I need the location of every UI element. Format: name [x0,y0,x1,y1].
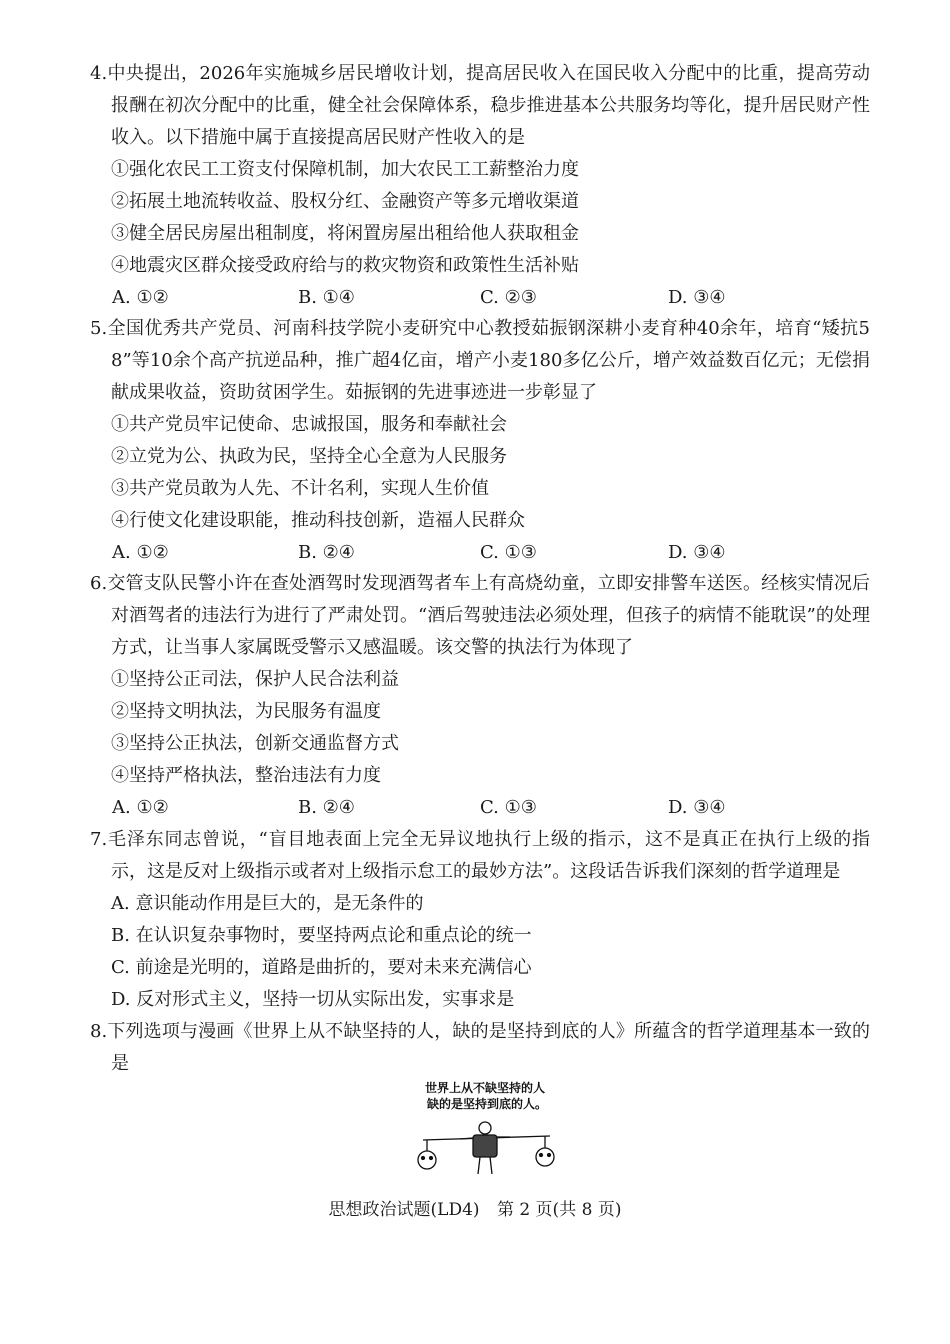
choice-d: D. ③④ [668,797,726,818]
statement-option: ①强化农民工工资支付保障机制，加大农民工工薪整治力度 [111,159,579,180]
question-stem: 7.毛泽东同志曾说，“盲目地表面上完全无异议地执行上级的指示，这不是真正在执行上级的指示，这是反对上级指示或者对上级指示怠工的最妙方法”。这段话告诉我们深刻的哲学道理是 [90,829,870,882]
choice-b: B. ②④ [298,542,355,563]
choice-d: D. ③④ [668,287,726,308]
question-stem: 4.中央提出，2026年实施城乡居民增收计划，提高居民收入在国民收入分配中的比重，提高劳动报酬在初次分配中的比重，健全社会保障体系，稳步推进基本公共服务均等化，提升居民财产性收入。以下措施中属于直接提高居民财产性收入的是 [90,63,870,148]
statement-option: ④行使文化建设职能，推动科技创新，造福人民群众 [111,510,525,531]
statement-option: ①共产党员牢记使命、忠诚报国，服务和奉献社会 [111,414,507,435]
statement-option: ③坚持公正执法，创新交通监督方式 [111,733,399,754]
question-5 [90,313,870,569]
statement-option: ④地震灾区群众接受政府给与的救灾物资和政策性生活补贴 [111,255,579,276]
page-number: 第 2 页(共 8 页) [496,1200,622,1220]
statement-option: ④坚持严格执法，整治违法有力度 [111,765,381,786]
statement-option: ③共产党员敢为人先、不计名利，实现人生价值 [111,478,489,499]
question-7 [90,824,870,1016]
statement-option: ①坚持公正司法，保护人民合法利益 [111,669,399,690]
statement-option: ②坚持文明执法，为民服务有温度 [111,701,381,722]
choice-c: C. ①③ [480,797,537,818]
choice-a: A. ①② [112,542,169,563]
answer-choices [90,282,870,314]
choice-d: D. ③④ [668,542,726,563]
person-figure [418,1122,554,1174]
cartoon-illustration [405,1078,565,1178]
statement-option: ②立党为公、执政为民，坚持全心全意为人民服务 [111,446,507,467]
choice-c: C. ①③ [480,542,537,563]
statement-option: ③健全居民房屋出租制度，将闲置房屋出租给他人获取租金 [111,223,579,244]
page-footer [0,1198,950,1222]
answer-choices [90,792,870,824]
choice-b: B. 在认识复杂事物时，要坚持两点论和重点论的统一 [111,925,532,946]
choice-a: A. ①② [112,797,169,818]
answer-choices [90,537,870,569]
question-stem: 5.全国优秀共产党员、河南科技学院小麦研究中心教授茹振钢深耕小麦育种40余年，培育“矮抗58”等10余个高产抗逆品种，推广超4亿亩，增产小麦180多亿公斤，增产效益数百亿元；无偿捐献成果收益，资助贫困学生。茹振钢的先进事迹进一步彰显了 [90,318,870,403]
choice-c: C. 前途是光明的，道路是曲折的，要对未来充满信心 [111,957,532,978]
question-6 [90,568,870,824]
choice-b: B. ②④ [298,797,355,818]
choice-a: A. ①② [112,287,169,308]
choice-b: B. ①④ [298,287,355,308]
question-stem: 8.下列选项与漫画《世界上从不缺坚持的人，缺的是坚持到底的人》所蕴含的哲学道理基本一致的是 [90,1021,870,1074]
choice-a: A. 意识能动作用是巨大的，是无条件的 [111,893,424,914]
choice-c: C. ②③ [480,287,537,308]
choice-d: D. 反对形式主义，坚持一切从实际出发，实事求是 [111,989,515,1010]
statement-option: ②拓展土地流转收益、股权分红、金融资产等多元增收渠道 [111,191,579,212]
cartoon-caption-line1: 世界上从不缺坚持的人 [424,1081,546,1095]
question-4 [90,58,870,314]
exam-title: 思想政治试题(LD4) [328,1200,480,1220]
question-8 [90,1016,870,1080]
question-stem: 6.交管支队民警小许在查处酒驾时发现酒驾者车上有高烧幼童，立即安排警车送医。经核实情况后对酒驾者的违法行为进行了严肃处罚。“酒后驾驶违法必须处理，但孩子的病情不能耽误”的处理方式，让当事人家属既受警示又感温暖。该交警的执法行为体现了 [90,573,870,658]
cartoon-caption-line2: 缺的是坚持到底的人。 [426,1097,548,1111]
